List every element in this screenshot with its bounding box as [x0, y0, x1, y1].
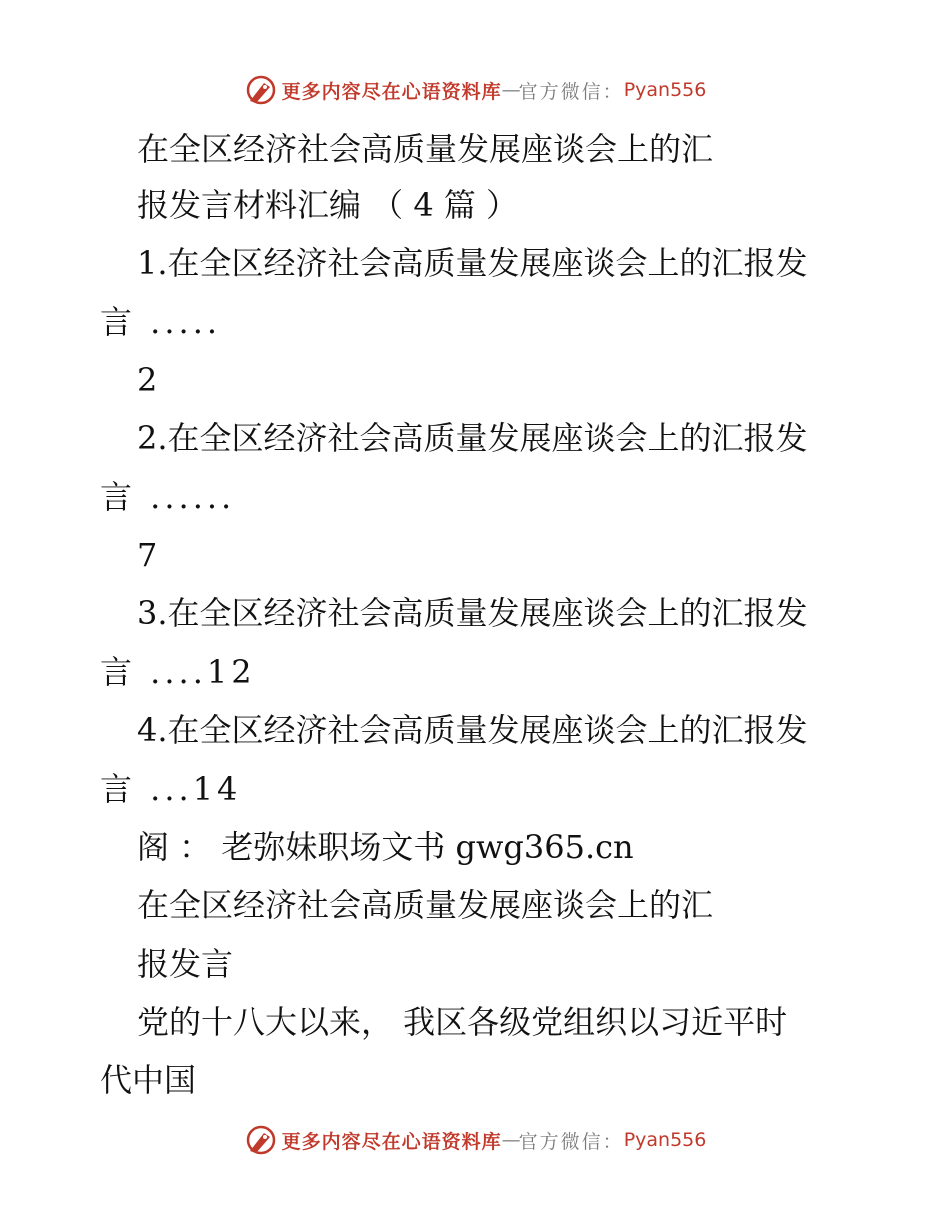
pen-nib-logo-icon: [244, 1123, 278, 1157]
toc-entry-1-line-1: 1.在全区经济社会高质量发展座谈会上的汇报发: [137, 244, 808, 282]
body-paragraph-line-2: 代中国: [100, 1061, 197, 1099]
toc-entry-1-page: 2: [137, 361, 158, 399]
toc-entry-2-line-1: 2.在全区经济社会高质量发展座谈会上的汇报发: [137, 419, 808, 457]
pen-nib-logo-icon: [244, 73, 278, 107]
banner-dash: —: [501, 1129, 519, 1151]
body-paragraph-line-1: 党的十八大以来， 我区各级党组织以习近平时: [137, 1003, 788, 1041]
toc-entry-1-line-2: 言 .....: [100, 303, 222, 341]
header-banner: [0, 70, 950, 110]
toc-entry-4-line-2: 言 ...14: [100, 770, 242, 808]
document-title-line-1: 在全区经济社会高质量发展座谈会上的汇: [137, 130, 714, 168]
toc-entry-3-line-2: 言 ....12: [100, 653, 256, 691]
document-title-line-2: 报发言材料汇编 （ 4 篇 ）: [137, 186, 519, 224]
banner-official-label: 官方微信：: [518, 1130, 624, 1153]
credit-line: 阁 ： 老弥妹职场文书 gwg365.cn: [137, 828, 634, 866]
banner-brand-text: 更多内容尽在心语资料库: [281, 1130, 502, 1153]
banner-dash: —: [501, 79, 519, 101]
toc-entry-4-line-1: 4.在全区经济社会高质量发展座谈会上的汇报发: [137, 711, 808, 749]
footer-banner: [0, 1120, 950, 1160]
toc-entry-2-line-2: 言 ......: [100, 478, 236, 516]
banner-brand-text: 更多内容尽在心语资料库: [281, 80, 502, 103]
toc-entry-2-page: 7: [137, 536, 158, 574]
section-title-line-2: 报发言: [137, 945, 234, 983]
section-title-line-1: 在全区经济社会高质量发展座谈会上的汇: [137, 886, 714, 924]
toc-entry-3-line-1: 3.在全区经济社会高质量发展座谈会上的汇报发: [137, 594, 808, 632]
banner-official-label: 官方微信：: [518, 80, 624, 103]
banner-wechat-id: Pyan556: [623, 79, 707, 101]
banner-wechat-id: Pyan556: [623, 1129, 707, 1151]
